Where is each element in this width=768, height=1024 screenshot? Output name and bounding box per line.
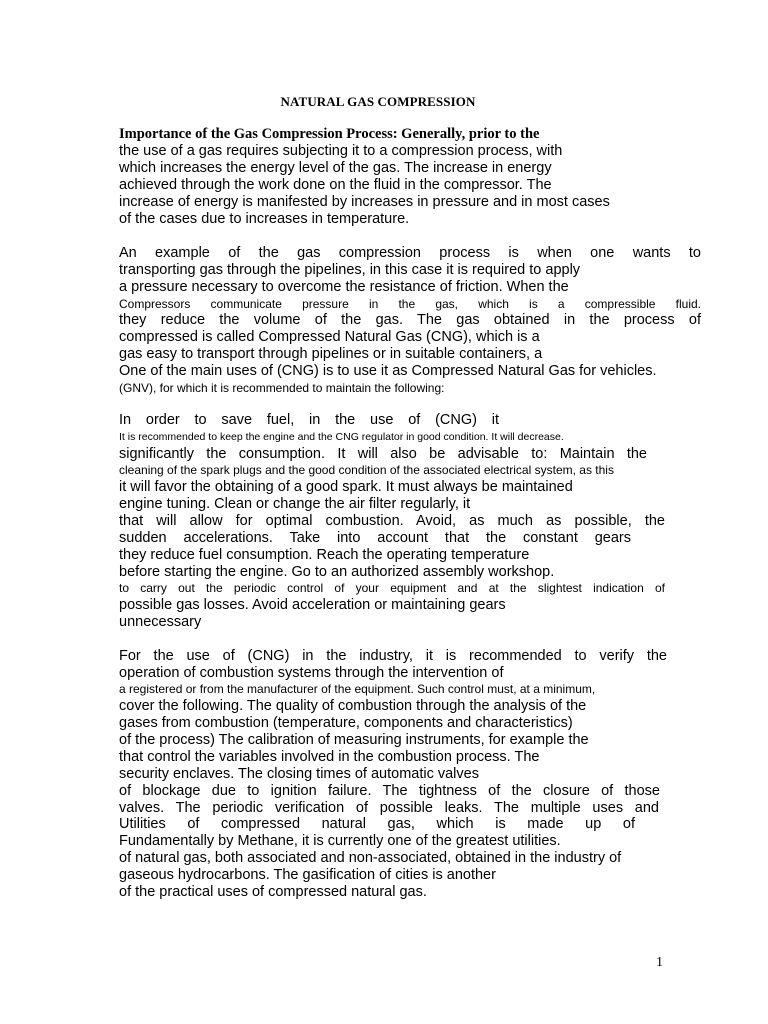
paragraph-line: security enclaves. The closing times of automatic valves <box>119 766 479 782</box>
paragraph-line: engine tuning. Clean or change the air filter regularly, it <box>119 496 471 512</box>
paragraph-line: of the practical uses of compressed natural gas. <box>119 884 427 900</box>
paragraph-line: significantly the consumption. It will also be advisable to: Maintain the <box>119 446 647 462</box>
paragraph-line: they reduce fuel consumption. Reach the operating temperature <box>119 547 530 563</box>
paragraph-line: it will favor the obtaining of a good spark. It must always be maintained <box>119 479 573 495</box>
paragraph-line: An example of the gas compression process is when one wants to <box>119 245 701 261</box>
paragraph-line: which increases the energy level of the gas. The increase in energy <box>119 160 552 176</box>
paragraph-line: Importance of the Gas Compression Process: Generally, prior to the <box>119 126 540 142</box>
paragraph-line: before starting the engine. Go to an authorized assembly workshop. <box>119 564 555 580</box>
paragraph-line: of the cases due to increases in temperature. <box>119 211 410 227</box>
paragraph-line: In order to save fuel, in the use of (CNG) it <box>119 412 499 428</box>
paragraph-line: achieved through the work done on the fluid in the compressor. The <box>119 177 552 193</box>
paragraph-line: of natural gas, both associated and non-associated, obtained in the industry of <box>119 850 622 866</box>
paragraph-line: gaseous hydrocarbons. The gasification of cities is another <box>119 867 496 883</box>
paragraph-line: operation of combustion systems through the intervention of <box>119 665 504 681</box>
paragraph-line: a pressure necessary to overcome the resistance of friction. When the <box>119 279 569 295</box>
paragraph-line: gas easy to transport through pipelines or in suitable containers, a <box>119 346 543 362</box>
paragraph-line: One of the main uses of (CNG) is to use it as Compressed Natural Gas for vehicles. <box>119 363 657 379</box>
paragraph-line: (GNV), for which it is recommended to maintain the following: <box>119 381 445 395</box>
paragraph-line: possible gas losses. Avoid acceleration or maintaining gears <box>119 597 506 613</box>
paragraph-line: It is recommended to keep the engine and the CNG regulator in good condition. It will decrease. <box>119 431 564 443</box>
paragraph-line: a registered or from the manufacturer of the equipment. Such control must, at a minimum, <box>119 682 596 696</box>
paragraph-line: of the process) The calibration of measuring instruments, for example the <box>119 732 589 748</box>
paragraph-line: that will allow for optimal combustion. Avoid, as much as possible, the <box>119 513 665 529</box>
paragraph-line: cover the following. The quality of combustion through the analysis of the <box>119 698 587 714</box>
paragraph-line: valves. The periodic verification of possible leaks. The multiple uses and <box>119 800 659 816</box>
paragraph-line: Compressors communicate pressure in the gas, which is a compressible fluid. <box>119 297 701 311</box>
paragraph-line: compressed is called Compressed Natural Gas (CNG), which is a <box>119 329 540 345</box>
paragraph-line: increase of energy is manifested by increases in pressure and in most cases <box>119 194 610 210</box>
paragraph-line: unnecessary <box>119 614 202 630</box>
paragraph-line: For the use of (CNG) in the industry, it is recommended to verify the <box>119 648 667 664</box>
document-title: NATURAL GAS COMPRESSION <box>280 94 476 109</box>
paragraph-line: to carry out the periodic control of your equipment and at the slightest indication of <box>119 581 665 595</box>
paragraph-line: sudden accelerations. Take into account that the constant gears <box>119 530 631 546</box>
page-number: 1 <box>656 955 663 970</box>
paragraph-line: cleaning of the spark plugs and the good condition of the associated electrical system, as this <box>119 463 614 477</box>
paragraph-line: Fundamentally by Methane, it is currently one of the greatest utilities. <box>119 833 561 849</box>
paragraph-line: of blockage due to ignition failure. The tightness of the closure of those <box>119 783 660 799</box>
paragraph-line: Utilities of compressed natural gas, which is made up of <box>119 816 635 832</box>
paragraph-line: gases from combustion (temperature, components and characteristics) <box>119 715 573 731</box>
paragraph-line: that control the variables involved in the combustion process. The <box>119 749 540 765</box>
paragraph-line: the use of a gas requires subjecting it to a compression process, with <box>119 143 563 159</box>
paragraph-line: transporting gas through the pipelines, in this case it is required to apply <box>119 262 581 278</box>
paragraph-line: they reduce the volume of the gas. The gas obtained in the process of <box>119 312 701 328</box>
